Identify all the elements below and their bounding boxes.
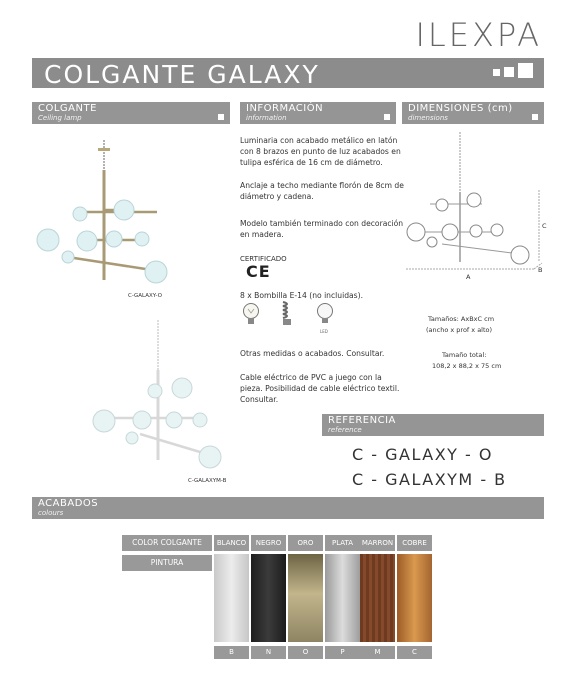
finish-code: O: [288, 646, 323, 659]
finish-name: ORO: [288, 535, 323, 551]
dimensions-drawing: [402, 132, 552, 282]
section-acabados: [32, 497, 544, 519]
section-colgante-subtitle: Ceiling lamp: [38, 114, 82, 122]
title-square-medium: [504, 67, 514, 77]
section-dimensiones-subtitle: dimensions: [408, 114, 448, 122]
lamp-image-bottom: [90, 320, 230, 480]
finish-code: B: [214, 646, 249, 659]
finish-name: PLATA: [325, 535, 360, 551]
ce-mark-icon: CE: [246, 262, 271, 281]
section-colgante: [32, 102, 230, 124]
finish-name: NEGRO: [251, 535, 286, 551]
info-paragraph-5: Cable eléctrico de PVC a juego con la pieza. Posibilidad de cable eléctrico textil. Consultar.: [240, 373, 400, 404]
section-informacion-title: INFORMACIÓN: [246, 103, 324, 114]
reference-line-2: C - GALAXYM - B: [352, 470, 507, 489]
lamp-image-top: [32, 140, 232, 300]
product-label-bottom: C-GALAXYM-B: [188, 478, 227, 484]
incandescent-bulb-icon: [242, 302, 260, 330]
info-paragraph-4: Otras medidas o acabados. Consultar.: [240, 349, 385, 358]
finish-swatch-plata[interactable]: [325, 554, 360, 642]
section-informacion-subtitle: information: [246, 114, 287, 122]
section-acabados-title: ACABADOS: [38, 498, 99, 509]
finish-code: N: [251, 646, 286, 659]
cfl-bulb-icon: [278, 300, 296, 330]
reference-line-1: C - GALAXY - O: [352, 445, 493, 464]
pintura-label: PINTURA: [122, 555, 212, 571]
finish-code: C: [397, 646, 432, 659]
sizes-subtitle: (ancho x prof x alto): [426, 326, 493, 334]
finish-negro[interactable]: [251, 535, 286, 659]
title-square-small: [493, 69, 500, 76]
section-marker-icon: [218, 114, 224, 120]
section-marker-icon: [384, 114, 390, 120]
finish-blanco[interactable]: [214, 535, 249, 659]
dimension-label-a: A: [466, 273, 471, 281]
sizes-title: Tamaños: AxBxC cm: [428, 315, 495, 323]
finish-cobre[interactable]: [397, 535, 432, 659]
finish-swatch-oro[interactable]: [288, 554, 323, 642]
finish-marron[interactable]: [360, 535, 395, 659]
bulb-label-led: LED: [320, 329, 328, 334]
finish-swatch-blanco[interactable]: [214, 554, 249, 642]
section-acabados-subtitle: colours: [38, 509, 64, 517]
finish-name: MARRON: [360, 535, 395, 551]
finish-plata[interactable]: [325, 535, 360, 659]
title-square-large: [518, 63, 533, 78]
color-colgante-label: COLOR COLGANTE: [122, 535, 212, 551]
section-colgante-title: COLGANTE: [38, 103, 97, 114]
finish-name: BLANCO: [214, 535, 249, 551]
certificado-label: CERTIFICADO: [240, 255, 287, 263]
finish-code: P: [325, 646, 360, 659]
total-size-title: Tamaño total:: [442, 351, 487, 359]
finish-swatches: [214, 535, 432, 660]
finish-swatch-marron[interactable]: [360, 554, 395, 642]
section-marker-icon: [532, 114, 538, 120]
section-referencia-subtitle: reference: [328, 426, 362, 434]
page-title: COLGANTE GALAXY: [44, 60, 320, 89]
dimension-label-c: C: [542, 222, 547, 230]
led-bulb-icon: [316, 302, 334, 330]
finish-name: COBRE: [397, 535, 432, 551]
brand-logo: ILEXPA: [415, 16, 542, 54]
finish-oro[interactable]: [288, 535, 323, 659]
bulbs-text: 8 x Bombilla E-14 (no incluidas).: [240, 291, 364, 300]
finish-swatch-cobre[interactable]: [397, 554, 432, 642]
product-label-top: C-GALAXY-O: [128, 293, 162, 299]
finish-swatch-negro[interactable]: [251, 554, 286, 642]
section-informacion: [240, 102, 396, 124]
info-paragraph-3: Modelo también terminado con decoración en madera.: [240, 219, 404, 239]
total-size-value: 108,2 x 88,2 x 75 cm: [432, 362, 502, 370]
info-paragraph-2: Anclaje a techo mediante florón de 8cm de diámetro y cadena.: [240, 181, 404, 201]
section-referencia-title: REFERENCIA: [328, 415, 396, 426]
section-referencia: [322, 414, 544, 436]
section-dimensiones-title: DIMENSIONES (cm): [408, 103, 513, 114]
section-dimensiones: [402, 102, 544, 124]
title-bar: [32, 58, 544, 88]
dimension-label-b: B: [538, 266, 543, 274]
finish-code: M: [360, 646, 395, 659]
info-paragraph-1: Luminaria con acabado metálico en latón con 8 brazos en punto de luz acabados en tulipa esférica de 16 cm de diámetro.: [240, 136, 401, 167]
